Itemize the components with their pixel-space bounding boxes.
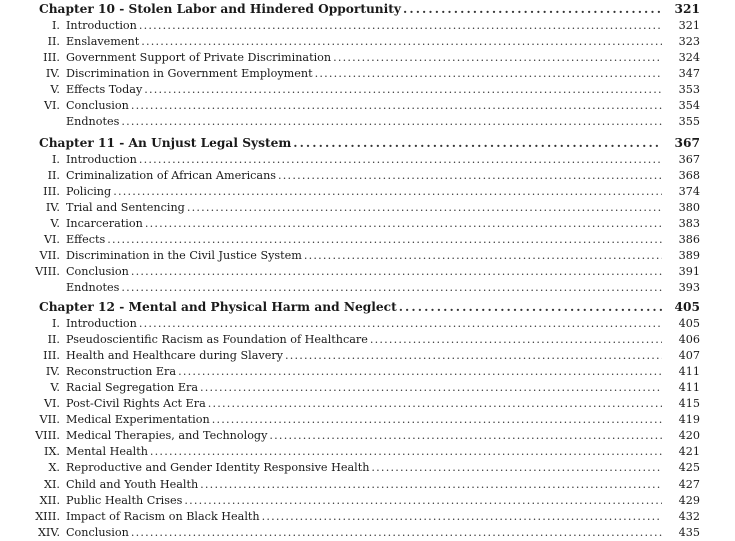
section-number: VI. — [43, 397, 60, 411]
section-number: I. — [52, 19, 60, 32]
section-page-number: 421 — [678, 445, 700, 459]
dot-leader — [371, 460, 662, 476]
section-page-number: 355 — [678, 115, 700, 129]
section-page-number: 407 — [678, 349, 700, 363]
section-title: Medical Therapies, and Technology — [66, 429, 268, 443]
section-title: Reconstruction Era — [66, 365, 177, 379]
section-number: II. — [47, 169, 60, 183]
section-page-number: 393 — [678, 281, 700, 295]
section-number: I. — [52, 317, 60, 330]
section-number: VIII. — [35, 265, 60, 279]
section-page-number: 374 — [678, 185, 700, 199]
dot-leader — [208, 396, 662, 412]
section-page-number: 420 — [678, 429, 700, 443]
section-title: Mental Health — [66, 445, 148, 459]
section-number: X. — [48, 461, 60, 475]
section-page-number: 415 — [678, 397, 700, 411]
toc-entry[interactable] — [0, 98, 735, 114]
section-title: Endnotes — [66, 281, 120, 295]
dot-leader — [145, 216, 662, 232]
section-number: I. — [52, 153, 60, 166]
toc-entry[interactable] — [0, 332, 735, 348]
toc-entry[interactable] — [0, 509, 735, 525]
dot-leader — [139, 316, 662, 332]
section-title: Child and Youth Health — [66, 477, 199, 491]
section-number: VI. — [43, 99, 60, 113]
section-title: Discrimination in the Civil Justice System — [66, 249, 302, 263]
section-page-number: 419 — [678, 413, 700, 427]
toc-entry[interactable] — [0, 168, 735, 184]
dot-leader — [139, 18, 662, 34]
section-page-number: 432 — [678, 509, 700, 523]
toc-entry[interactable] — [0, 34, 735, 50]
toc-entry[interactable] — [0, 184, 735, 200]
section-title: Impact of Racism on Black Health — [66, 509, 260, 523]
dot-leader — [200, 477, 662, 493]
dot-leader — [200, 380, 662, 396]
section-number: XIV. — [37, 525, 60, 539]
section-title: Discrimination in Government Employment — [66, 67, 313, 81]
toc-entry[interactable] — [0, 216, 735, 232]
dot-leader — [403, 1, 662, 17]
section-title: Trial and Sentencing — [66, 201, 185, 215]
section-number: VII. — [39, 249, 60, 263]
dot-leader — [113, 184, 662, 200]
chapter-page-number: 321 — [674, 2, 700, 16]
toc-entry[interactable] — [0, 525, 735, 541]
section-title: Effects Today — [66, 83, 143, 97]
section-title: Conclusion — [66, 525, 129, 539]
dot-leader — [121, 114, 662, 130]
chapter-heading[interactable] — [0, 1, 735, 17]
section-page-number: 391 — [678, 265, 700, 279]
dot-leader — [184, 493, 662, 509]
section-number: III. — [43, 51, 60, 65]
dot-leader — [139, 152, 662, 168]
section-page-number: 383 — [678, 217, 700, 231]
section-number: VIII. — [35, 429, 60, 443]
chapter-title: Chapter 11 - An Unjust Legal System — [39, 136, 292, 150]
toc-entry[interactable] — [0, 66, 735, 82]
toc-entry[interactable] — [0, 348, 735, 364]
chapter-page-number: 367 — [674, 136, 700, 150]
dot-leader — [131, 525, 662, 541]
toc-entry[interactable] — [0, 380, 735, 396]
toc-entry[interactable] — [0, 493, 735, 509]
chapter-title: Chapter 12 - Mental and Physical Harm and Neglect — [39, 300, 397, 314]
section-number: XII. — [39, 493, 60, 507]
section-page-number: 411 — [678, 381, 700, 395]
dot-leader — [370, 332, 662, 348]
section-title: Policing — [66, 185, 112, 199]
section-page-number: 411 — [678, 365, 700, 379]
toc-entry[interactable] — [0, 477, 735, 493]
dot-leader — [187, 200, 662, 216]
dot-leader — [262, 509, 662, 525]
section-title: Enslavement — [66, 35, 140, 49]
toc-entry[interactable] — [0, 18, 735, 34]
chapter-heading[interactable] — [0, 135, 735, 151]
section-title: Racial Segregation Era — [66, 381, 198, 395]
section-number: XIII. — [35, 509, 60, 523]
section-page-number: 429 — [678, 493, 700, 507]
section-title: Post-Civil Rights Act Era — [66, 397, 206, 411]
section-title: Criminalization of African Americans — [66, 169, 277, 183]
section-number: IV. — [45, 365, 60, 379]
dot-leader — [333, 50, 662, 66]
section-number: VI. — [43, 233, 60, 247]
toc-entry[interactable] — [0, 316, 735, 332]
section-page-number: 405 — [678, 317, 700, 330]
section-number: III. — [43, 185, 60, 199]
section-page-number: 321 — [678, 19, 700, 32]
section-number: II. — [47, 35, 60, 49]
section-page-number: 380 — [678, 201, 700, 215]
dot-leader — [278, 168, 662, 184]
toc-entry[interactable] — [0, 248, 735, 264]
section-title: Incarceration — [66, 217, 143, 231]
chapter-page-number: 405 — [674, 300, 700, 314]
toc-entry[interactable] — [0, 396, 735, 412]
section-number: II. — [47, 333, 60, 347]
section-title: Reproductive and Gender Identity Responsive Health — [66, 461, 370, 475]
section-page-number: 347 — [678, 67, 700, 81]
toc-entry[interactable] — [0, 82, 735, 98]
section-page-number: 368 — [678, 169, 700, 183]
section-page-number: 389 — [678, 249, 700, 263]
section-title: Pseudoscientific Racism as Foundation of Healthcare — [66, 333, 368, 347]
dot-leader — [144, 82, 662, 98]
section-title: Medical Experimentation — [66, 413, 210, 427]
section-page-number: 353 — [678, 83, 700, 97]
toc-entry[interactable] — [0, 428, 735, 444]
section-title: Introduction — [66, 153, 137, 166]
chapter-heading[interactable] — [0, 299, 735, 315]
dot-leader — [293, 135, 662, 151]
dot-leader — [107, 232, 662, 248]
section-page-number: 435 — [678, 525, 700, 539]
section-number: IV. — [45, 67, 60, 81]
section-number: VII. — [39, 413, 60, 427]
dot-leader — [315, 66, 662, 82]
section-page-number: 354 — [678, 99, 700, 113]
chapter-title: Chapter 10 - Stolen Labor and Hindered Opportunity — [39, 2, 402, 16]
toc-entry[interactable] — [0, 460, 735, 476]
toc-entry[interactable] — [0, 152, 735, 168]
dot-leader — [269, 428, 662, 444]
section-number: V. — [50, 381, 60, 395]
section-title: Endnotes — [66, 115, 120, 129]
dot-leader — [131, 264, 662, 280]
section-number: V. — [50, 217, 60, 231]
dot-leader — [399, 299, 662, 315]
section-title: Public Health Crises — [66, 493, 183, 507]
section-page-number: 425 — [678, 461, 700, 475]
section-page-number: 324 — [678, 51, 700, 65]
endnotes-entry[interactable] — [0, 280, 735, 296]
dot-leader — [178, 364, 662, 380]
section-title: Government Support of Private Discrimination — [66, 51, 332, 65]
section-page-number: 427 — [678, 477, 700, 491]
dot-leader — [121, 280, 662, 296]
toc-entry[interactable] — [0, 50, 735, 66]
section-page-number: 406 — [678, 333, 700, 347]
endnotes-entry[interactable] — [0, 114, 735, 130]
toc-entry[interactable] — [0, 444, 735, 460]
section-page-number: 367 — [678, 153, 700, 166]
toc-entry[interactable] — [0, 200, 735, 216]
section-page-number: 386 — [678, 233, 700, 247]
section-title: Conclusion — [66, 265, 129, 279]
dot-leader — [285, 348, 662, 364]
dot-leader — [304, 248, 662, 264]
toc-entry[interactable] — [0, 264, 735, 280]
section-page-number: 323 — [678, 35, 700, 49]
dot-leader — [131, 98, 662, 114]
toc-entry[interactable] — [0, 232, 735, 248]
section-number: XI. — [44, 477, 60, 491]
dot-leader — [150, 444, 662, 460]
section-title: Effects — [66, 233, 106, 247]
dot-leader — [212, 412, 662, 428]
section-number: IX. — [44, 445, 60, 459]
dot-leader — [141, 34, 662, 50]
toc-entry[interactable] — [0, 412, 735, 428]
toc-entry[interactable] — [0, 364, 735, 380]
section-title: Introduction — [66, 19, 137, 32]
section-number: V. — [50, 83, 60, 97]
section-title: Introduction — [66, 317, 137, 330]
section-title: Health and Healthcare during Slavery — [66, 349, 283, 363]
section-title: Conclusion — [66, 99, 129, 113]
section-number: III. — [43, 349, 60, 363]
section-number: IV. — [45, 201, 60, 215]
